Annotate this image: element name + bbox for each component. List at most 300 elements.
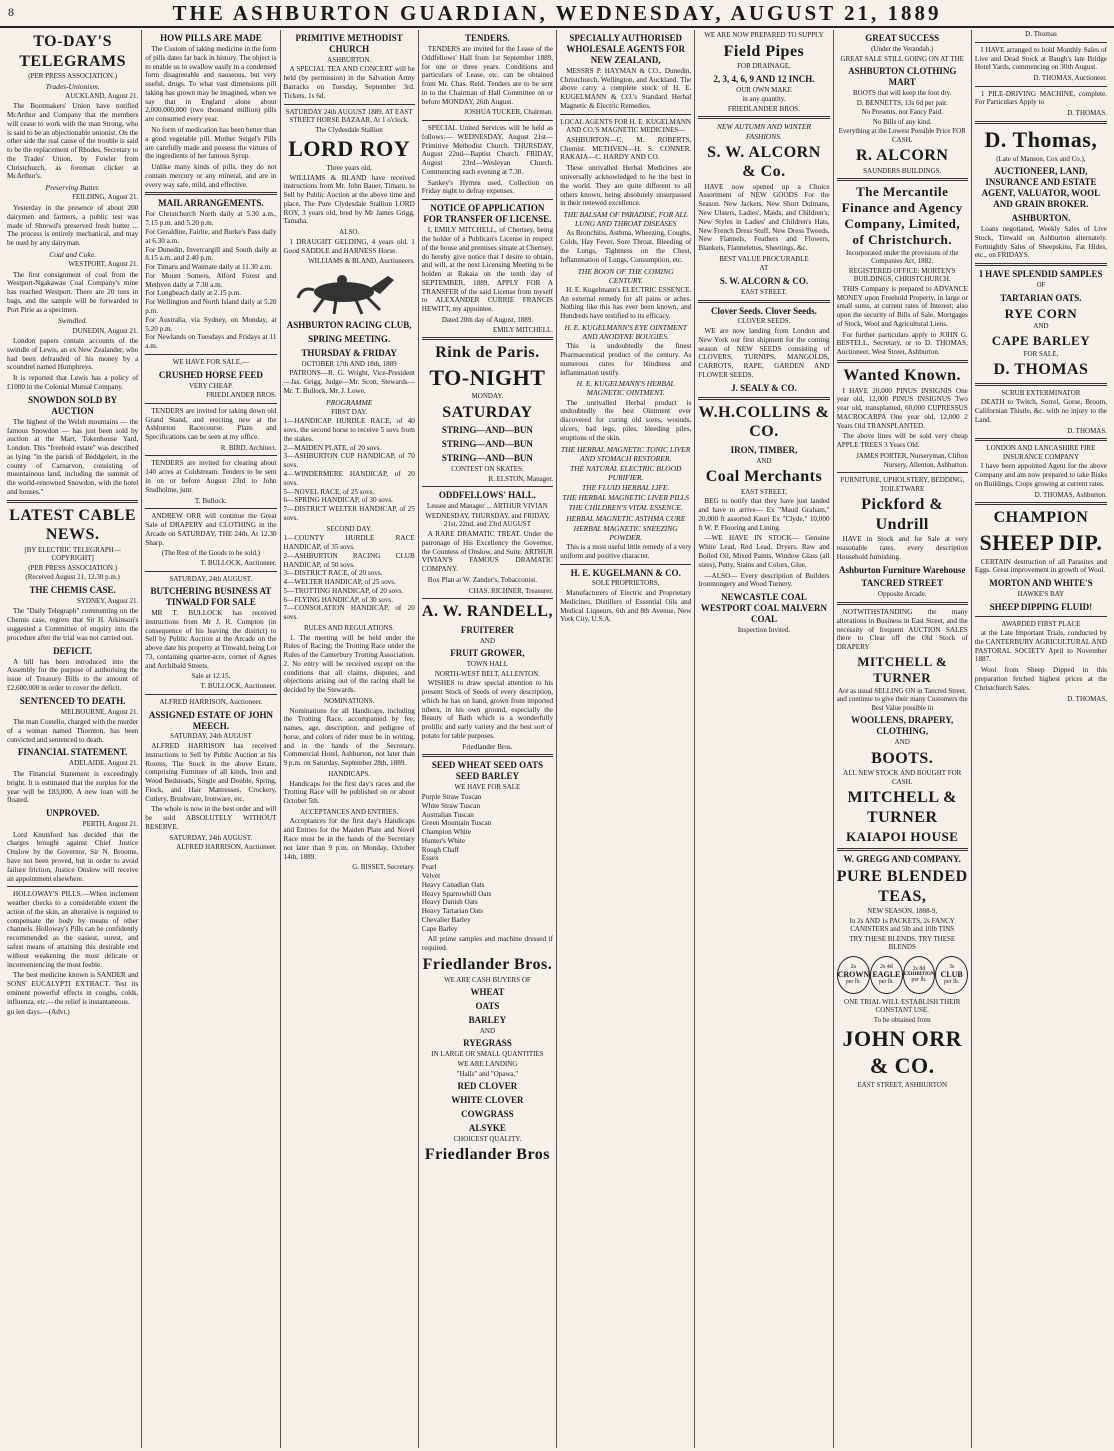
seal-name: EXHIBITION <box>903 972 935 978</box>
pipes-drain: FOR DRAINAGE, <box>737 62 791 71</box>
mercantile-heading: The Mercantile Finance and Agency Company, Limited, of Christchurch. <box>841 184 963 247</box>
teas-heading: PURE BLENDED TEAS, <box>836 868 968 905</box>
story-body: Yesterday in the presence of about 200 dairymen and farmers, a public test was made of Shrewd's preserved fresh butter ... The process is entirely mechanical, and may be used by any dairyman. <box>7 203 139 248</box>
ad-date: SATURDAY, 24th AUGUST. <box>169 574 253 583</box>
acceptances-body: Acceptances for the first day's Handicaps and Entries for the Maiden Plate and Novel Race must be in the hands of the Secretary not later than 9 p.m. on Monday, October 14th, 1889. <box>283 817 415 861</box>
divider <box>975 383 1107 386</box>
columns <box>4 30 1110 1448</box>
friedlander-heading: Friedlander Bros. <box>422 956 553 973</box>
tancred-street: TANCRED STREET <box>861 578 944 589</box>
grain-item: OATS <box>475 1001 500 1012</box>
clover-heading: Clover Seeds. Clover Seeds. <box>711 305 817 316</box>
scrub-heading: SCRUB EXTERMINATOR <box>1001 388 1081 397</box>
services-body: SPECIAL United Services will be held as follows:— WEDNESDAY, August 21st—Primitive Methodist Church. THURSDAY, August 22nd—Baptist Church. FRIDAY, August 23rd—Wesleyan Church. Commencing each evening at 7.30. <box>421 123 554 176</box>
divider <box>975 263 1107 266</box>
ad-body: MR T. BULLOCK has received instructions from Mr J. R. Compton (in consequence of his leaving the district) to Sell by Public Auction at the Arcade on the above date his property at Tinwald, being Lot 73, containing quarter-acre, corner of Agnes and Archibald Streets. <box>145 608 277 670</box>
friedlander-ships: "Halls" and "Opawa," <box>456 1069 519 1078</box>
mitchell-sub: Are as usual SELLING ON in Tancred Street, and continue to give their many Customers the Best Value possible in <box>836 686 968 712</box>
rink-line: STRING—AND—BUN <box>441 425 533 436</box>
divider <box>284 104 415 105</box>
ad-signature: T. BULLOCK, Auctioneer. <box>200 682 277 691</box>
randell-heading: A. W. RANDELL, <box>421 603 553 621</box>
seal-unit: per lb. <box>911 977 927 984</box>
divider <box>975 616 1107 617</box>
church-heading: PRIMITIVE METHODIST CHURCH <box>295 33 403 54</box>
seal-unit: per lb. <box>845 978 862 985</box>
programme-heading: PROGRAMME <box>326 397 373 407</box>
seed-list <box>422 793 553 934</box>
sealy-name: J. SEALY & CO. <box>731 382 797 393</box>
divider <box>698 397 829 400</box>
divider <box>422 199 553 200</box>
mercantile-body: THIS Company is prepared to ADVANCE MONEY upon Freehold Property, in large or small sums, at current rates of Interest; also upon the security of Bills of Sale, Mortgages of Stock, Wool and Agricultural Liens. <box>836 284 968 328</box>
story-title: Swindled. <box>57 316 88 326</box>
seed-item: Heavy Tartarian Oats <box>421 907 484 916</box>
dateline: SYDNEY, August 21. <box>76 596 139 605</box>
remedy-heading: THE CHILDREN'S VITAL ESSENCE. <box>568 503 683 513</box>
grain-item: WHEAT <box>470 987 505 998</box>
randell-town: TOWN HALL <box>466 660 509 669</box>
friedlander-line: IN LARGE OR SMALL QUANTITIES <box>431 1050 544 1059</box>
mail-item: For Mount Somers, Alford Forest and Methven daily at 7.30 a.m. <box>145 271 277 289</box>
seed-item: Chevalier Barley <box>421 915 471 924</box>
rink-day: MONDAY. <box>471 392 504 401</box>
race-item: 3—ASHBURTON CUP HANDICAP, of 70 sovs. <box>283 452 415 470</box>
ad-body: ALFRED HARRISON has received instructions to Sell by Public Auction at his Rooms, The Stock in the above Estate, comprising Furniture of all kinds, Iron and Wood Bedsteads, Single and Double, Spring, Flock, and Hair Mattresses, Crockery, Cutlery, Brushware, Ironware, etc. <box>145 742 277 803</box>
newspaper-title: THE ASHBURTON GUARDIAN, WEDNESDAY, AUGUST 21, 1889 <box>172 0 942 25</box>
license-heading: NOTICE OF APPLICATION FOR TRANSFER OF LICENSE. <box>423 203 552 225</box>
story-body: A bill has been introduced into the Assembly for the purpose of authorising the issue of Treasury Bills to the amount of £2,600,000 in order to cover the deficit. <box>7 657 139 692</box>
collins-address: EAST STREET, <box>740 487 787 496</box>
pills-heading: HOW PILLS ARE MADE <box>160 33 262 43</box>
morton-heading: MORTON AND WHITE'S <box>989 578 1093 589</box>
nominations-body: Nominations for all Handicaps, including the Trotting Race, accompanied by fee, names, age, description, and pedigree of horse, and colors of rider must be in writing, and in the hands of the Secretary, Commercial Hotel, Ashburton, not later than 9 p.m. on Saturday, September 28th, 1889. <box>283 706 415 768</box>
thomas-sales: I HAVE arranged to hold Monthly Sales of Live and Dead Stock at Baugh's late Bridge Hotel Yards, commencing on 30th August. <box>974 45 1107 72</box>
samples-sale: FOR SALE, <box>1023 349 1059 358</box>
thomas-services: AUCTIONEER, LAND, INSURANCE AND ESTATE AGENT, VALUATOR, WOOL AND GRAIN BROKER. <box>981 166 1101 210</box>
award-body: at the Late Important Trials, conducted by the CANTERBURY AGRICULTURAL AND PASTORAL SOCIETY April to November 1887. <box>974 629 1107 664</box>
divider <box>975 502 1107 505</box>
tender-body: TENDERS are invited for the Lease of the Oddfellows' Hall from 1st September 1889, for one or three years. Conditions and particulars of Lease, etc. can be obtained from Mr. Chas. Reid. Tenders are to be sent in to the Chairman of Hall Committee on or before MONDAY, 26th August. <box>421 44 554 106</box>
seed-have: WE HAVE FOR SALE <box>454 783 521 792</box>
boots-line: BOOTS that will keep the foot dry. <box>852 88 952 97</box>
column-2 <box>142 30 280 1448</box>
seal-name: CLUB <box>940 969 963 979</box>
ad-signature: D. THOMAS, <box>1067 694 1107 703</box>
success-sub: (Under the Verandah.) <box>871 44 934 53</box>
tancred-sub: Opposite Arcade. <box>877 590 927 599</box>
seal-name: CROWN <box>837 969 870 979</box>
thomas-sub: (Late of Manson, Cox and Co.), <box>996 154 1086 163</box>
boots-and: AND <box>894 738 910 747</box>
telegrams-heading: TO-DAY'S TELEGRAMS <box>19 33 126 70</box>
agents-heading: SPECIALLY AUTHORISED WHOLESALE AGENTS FOR NEW ZEALAND, <box>566 33 685 65</box>
sample-item: TARTARIAN OATS. <box>1000 292 1082 303</box>
alcorn-name: S. W. ALCORN & CO. <box>719 276 809 287</box>
ad-signature: D. THOMAS. <box>1067 109 1107 118</box>
ad-signature: EMILY MITCHELL. <box>492 325 554 334</box>
story-body: It is reported that Lewis has a policy of £1000 in the Colonial Mutual Company. <box>7 374 139 391</box>
license-date: Dated 20th day of August, 1889. <box>441 315 534 324</box>
seed-item: Heavy Danish Oats <box>421 898 478 907</box>
clover-item: COWGRASS <box>461 1108 514 1119</box>
ad-date: SATURDAY, 24th AUGUST <box>170 732 252 741</box>
mitchell-heading-2: MITCHELL & TURNER <box>847 789 957 826</box>
remedy-body: This is undoubtedly the finest Pharmaceutical product of the century. As numerous cures for blindness and inflammation testify. <box>560 342 692 377</box>
also-label: ALSO. <box>339 228 360 237</box>
alcorn-body: HAVE now opened up a Choice Assortment of NEW GOODS For the Season. New Jackets, New Short Dolmans, New Ulsters, Ladies', Maids, and Children's; New Styles in Ladies' and Children's Hats, New French Dress Stuff, New Dress Tweeds, New Flannels, Feathers and Flowers, Blankets, Flannelettes, Sheetings, &c. <box>698 182 830 253</box>
race-item: 1—HANDICAP HURDLE RACE, of 40 sovs, the second horse to receive 5 sovs from the stakes. <box>283 417 415 443</box>
race-item: 4—WINDERMERE HANDICAP, of 20 sovs. <box>283 470 415 487</box>
furniture-list: FURNITURE, UPHOLSTERY, BEDDING, TOILETWARE <box>840 476 965 493</box>
collins-and: AND <box>756 456 772 465</box>
dipping-fluid: SHEEP DIPPING FLUID! <box>989 601 1093 612</box>
day-heading: FIRST DAY. <box>331 407 368 416</box>
seed-heading: SEED WHEAT SEED OATS SEED BARLEY <box>431 760 543 782</box>
pipes-intro: WE ARE NOW PREPARED TO SUPPLY <box>704 31 824 39</box>
horse-illustration <box>284 270 414 316</box>
furniture-warehouse: Ashburton Furniture Warehouse <box>838 564 966 575</box>
divider <box>145 571 276 572</box>
oddfellows-dates: WEDNESDAY, THURSDAY, and FRIDAY, 21st, 22nd, and 23rd AUGUST <box>425 511 550 529</box>
story-title: Preserving Butter. <box>45 183 100 193</box>
story-title: UNPROVED. <box>46 808 100 819</box>
tea-seal-icon <box>837 956 871 994</box>
alcorn-name: R. ALCORN <box>855 147 949 165</box>
remedy-intro: These unrivalled Herbal Medicines are universally acknowledged to be the best in the world. They are quite different to all others known, being absolutely unsurpassed in their renewed excellence. <box>560 164 692 208</box>
column-4 <box>419 30 557 1448</box>
divider <box>422 486 553 487</box>
column-7 <box>834 30 972 1448</box>
racing-dates: OCTOBER 17th AND 18th, 1889 <box>301 359 397 368</box>
race-item: 7—CONSOLATION HANDICAP, of 20 sovs. <box>283 604 415 622</box>
ad-signature: T. BULLOCK, Auctioneer. <box>200 558 277 567</box>
season: NEW SEASON, 1888-9, <box>867 907 938 916</box>
ad-signature: WILLIAMS & BLAND, Auctioneers. <box>308 257 415 266</box>
seal-price: 2s 8d <box>912 965 926 972</box>
collins-stock: —WE HAVE IN STOCK— Genuine White Lead, Red Lead, Dryers, Raw and Boiled Oil, Mixed Paints, Window Glass (all sizes), Putty, Stains and Colors, Glue. <box>698 534 830 569</box>
woollens-line: WOOLLENS, DRAPERY, CLOTHING, <box>851 715 954 737</box>
seed-item: White Straw Tuscan <box>421 801 481 810</box>
thomas-top: D. Thomas <box>1025 30 1057 38</box>
alcorn-address: EAST STREET. <box>740 287 787 296</box>
tenders-heading: TENDERS. <box>465 33 510 43</box>
grain-item: BARLEY <box>468 1014 507 1025</box>
clover-item: ALSYKE <box>468 1122 506 1133</box>
divider <box>145 403 276 404</box>
ad-signature: D. THOMAS. <box>1067 426 1107 435</box>
hawkes-bay: HAWKE'S BAY <box>1017 590 1065 599</box>
thomas-loans: Loans negotiated, Weekly Sales of Live Stock, Tinwald on Ashburton alternately. Fortnightly Sales of Sheepskins, Fat Hides, etc., on FRIDAYS. <box>974 224 1107 260</box>
divider <box>837 848 968 851</box>
ad-signature: R. ELSTON, Manager. <box>488 474 554 483</box>
dateline: MELBOURNE, August 21. <box>60 707 139 716</box>
divider <box>560 114 691 115</box>
boots-price: D. BENNETTS, 13s 6d per pair. <box>856 98 948 107</box>
racing-heading: ASHBURTON RACING CLUB, <box>286 319 412 330</box>
handicaps-heading: HANDICAPS. <box>328 770 371 779</box>
services-body: Sankey's Hymns used. Collection on Friday night to defray expenses. <box>421 178 554 196</box>
remedy-heading: THE FLUID HERBAL LIFE. <box>582 483 670 493</box>
race-item: 3—DISTRICT RACE, of 20 sovs. <box>283 569 383 578</box>
seal-price: 2s <box>850 964 857 971</box>
remedy-heading: HERBAL MAGNETIC ASTHMA CURE <box>566 513 686 523</box>
seed-item: Purple Straw Tuscan <box>421 792 482 801</box>
story-body: The man Costello, charged with the murder of a woman named Thornton, has been convicted and sentenced to death. <box>7 718 139 744</box>
insurance-heading: LONDON AND LANCASHIRE FIRE INSURANCE COMPANY <box>986 444 1096 461</box>
stallion-age: Three years old, <box>326 164 372 173</box>
pills-body: Unlike many kinds of pills, they do not contain mercury or any mineral, and are in every way safe, mild, and effective. <box>145 163 277 189</box>
dateline: WESTPORT, August 21. <box>68 259 139 268</box>
story-title: DEFICIT. <box>53 645 93 656</box>
race-item: 2—MAIDEN PLATE, of 20 sovs. <box>283 443 382 452</box>
sample-item: AND <box>1033 322 1049 331</box>
local-list: ASHBURTON—C. M. ROBERTS, Chemist. METHVEN—H. S. CONNER. RAKAIA—C. HARDY AND CO. <box>560 135 692 162</box>
stallion-name: LORD ROY <box>288 136 411 162</box>
divider <box>422 337 553 340</box>
ad-signature: R. BIRD, Architect. <box>220 443 277 452</box>
divider <box>975 121 1107 124</box>
wanted-body: I HAVE 20,000 PINUS INSIGNIS One year old, 12,000 PINUS INSIGNUS Two year old, transplanted, 60,000 CUPRESSUS MACROCARPA One year old, 12,000 2 Years Old TRANSPLANTED. <box>836 386 968 430</box>
pipes-sizes: 2, 3, 4, 6, 9 AND 12 INCH. <box>713 73 815 84</box>
divider <box>422 598 553 599</box>
story-title: FINANCIAL STATEMENT. <box>17 747 128 758</box>
pills-body: No form of medication has been better than a good vegetable pill. Mother Seigel's Pills are carefully made and possess the virtues of the ingredients of her famous Syrup. <box>145 126 277 161</box>
also-items: 1 DRAUGHT GELDING, 4 years old. 1 Good SADDLE and HARNESS Horse. <box>283 237 415 255</box>
oddfellows-box: Box Plan at W. Zander's, Tobacconist. <box>427 575 538 584</box>
dateline: DUNEDIN, August 21. <box>72 326 139 335</box>
remedy-heading: THE HERBAL MAGNETIC TONIC LIVER AND STOMACH RESTORER. <box>561 444 691 463</box>
divider <box>145 354 276 355</box>
column-5 <box>557 30 695 1448</box>
divider <box>422 120 553 121</box>
ad-heading: ASSIGNED ESTATE OF JOHN MEECH. <box>148 709 273 731</box>
handicaps-body: Handicaps for the first day's races and the Trotting Race will be published on or about October 5th. <box>283 779 415 806</box>
randell-sub: FRUITERER <box>460 624 514 635</box>
divider <box>975 42 1107 43</box>
samples-heading: I HAVE SPLENDID SAMPLES <box>979 269 1103 280</box>
seed-item: Essex <box>421 854 439 863</box>
mail-item: For Dunedin, Invercargill and South daily at 8.15 a.m. and 2.40 p.m. <box>145 245 277 263</box>
race-item: 6—SPRING HANDICAP, of 30 sovs. <box>283 496 393 505</box>
dateline: PERTH, August 21. <box>82 820 139 829</box>
divider <box>7 500 138 503</box>
oddfellows-lessee: Lessee and Manager ... ARTHUR VIVIAN <box>427 502 548 511</box>
collins-coal: Coal Merchants <box>705 468 823 486</box>
remedy-body: This is a most useful little remedy of a very uniform and positive character. <box>560 542 692 560</box>
remedy-heading: HERBAL MAGNETIC SNEEZING POWDER. <box>573 523 678 542</box>
tea-seal-icon <box>903 956 936 994</box>
dateline: AUCKLAND, August 21. <box>65 91 139 100</box>
randell-sub: FRUIT GROWER, <box>450 648 525 659</box>
collins-also: —ALSO— Every description of Builders Ironmongery and Wood Turnery. <box>698 571 830 589</box>
rink-contest: CONTEST ON SKATES. <box>451 465 524 474</box>
seed-item: Champion White <box>421 828 471 837</box>
mail-item: For Newlands on Tuesdays and Fridays at 11 a.m. <box>145 333 277 351</box>
fashions-heading: NEW AUTUMN AND WINTER FASHIONS. <box>716 122 812 141</box>
grain-item: RYEGRASS <box>463 1038 512 1049</box>
race-item: 4—WELTER HANDICAP, of 25 sovs. <box>283 578 396 587</box>
race-list <box>284 534 415 622</box>
race-item: 1—COUNTY HURDLE RACE HANDICAP, of 35 sovs. <box>283 534 415 551</box>
collins-heading: W.H.COLLINS & CO. <box>698 403 830 441</box>
church-sub: ASHBURTON. <box>327 55 372 64</box>
seed-item: Cape Barley <box>421 924 458 933</box>
ad-body: TENDERS are invited for taking down old Grand Stand, and erecting new at the Ashburton Racecourse. Plans and Specifications can be seen at my office. <box>145 406 277 442</box>
proprietors-name: H. E. KUGELMANN & CO. <box>570 567 681 578</box>
mail-item: For Longbeach daily at 2.15 p.m. <box>145 289 242 298</box>
seed-item: Pearl <box>421 863 437 872</box>
page-number: 8 <box>8 5 14 19</box>
dateline: ADELAIDE, August 21. <box>69 759 139 768</box>
friedlander-sub: WE ARE CASH BUYERS OF <box>444 975 531 984</box>
license-body: I, EMILY MITCHELL, of Chertsey, being the holder of a Publican's License in respect of the house and premises situate at Chertsey, do hereby give notice that I desire to obtain, and will, at the next Licensing Meeting to be holden at Rakaia on the tenth day of SEPTEMBER, 1889, APPLY FOR A TRANSFER of the said License from myself to ALEXANDER CURRIE FRANCIS HEWITT, my appointee. <box>421 226 554 314</box>
ad-sale-time: Sale at 12.15. <box>191 672 231 681</box>
nominations-heading: NOMINATIONS. <box>323 697 375 706</box>
divider <box>837 178 968 181</box>
sample-item: RYE CORN <box>1004 305 1078 321</box>
champion-heading: CHAMPION <box>993 509 1089 527</box>
scrub-body: DEATH to Twitch, Sorrel, Gorse, Broom, Californian Thistle, &c. with no injury to the Land. <box>974 398 1107 424</box>
ad-signature: ALFRED HARRISON, Auctioneer. <box>159 697 263 706</box>
ad-signature: D. THOMAS, Ashburton. <box>1034 490 1107 499</box>
press-assoc: (PER PRESS ASSOCIATION.) <box>28 563 118 572</box>
pickford-body: HAVE in Stock and for Sale at very reasonable rates, every description Household furnishing. <box>836 535 968 561</box>
divider <box>975 86 1107 87</box>
tea-seal-icon <box>935 956 967 994</box>
ad-signature: Friedlander Bros. <box>462 742 513 751</box>
oddfellows-heading: ODDFELLOWS' HALL. <box>438 490 536 501</box>
remedy-heading: H. E. KUGELMANN'S EYE OINTMENT AND ANODYNE BOUGIES. <box>564 322 687 342</box>
mail-list <box>145 210 276 351</box>
collins-inspection: Inspection Invited. <box>737 625 791 634</box>
rink-line: STRING—AND—BUN <box>441 453 533 464</box>
lowest-price: Everything at the Lowest Possible Price FOR CASH. <box>838 127 966 144</box>
randell-body: WISHES to draw special attention to his present Stock of Seeds of every description, which he has on hand, grown from imported tubers, in his own ground, especially the Beauty of Bath which is a wonderfully prolific and early variety and the best sort of potato for table purposes. <box>421 679 554 740</box>
packets: In 2s AND 1s PACKETS, 2s FANCY CANISTERS and 5lb and 10lb TINS <box>849 916 955 934</box>
oddfellows-body: A RARE DRAMATIC TREAT. Under the patronage of His Excellency the Governor, the Countess of Onslow, and Suite. ARTHUR VIVIAN'S FAMOUS DRAMATIC COMPANY. <box>421 529 554 574</box>
remedy-body: H. E. Kugelmann's ELECTRIC ESSENCE. An external remedy for all pains or aches. Nothing like this has ever been known, and Hundreds have testified to its efficacy. <box>560 285 692 321</box>
rules-heading: RULES AND REGULATIONS. <box>303 624 395 633</box>
stallion-sub: The Clydesdale Stallion <box>315 125 383 134</box>
clover-sub: CLOVER SEEDS. <box>737 317 791 326</box>
race-item: 6—FLYING HANDICAP, of 30 sovs. <box>283 595 394 604</box>
mercantile-inc: Incorporated under the provisions of the Companies Act, 1882. <box>845 248 959 266</box>
ad-body: TENDERS are invited for clearing about 140 acres at Coldstream. Tenders to be sent in on or before August 23rd to John Studholme, junr. <box>145 459 277 494</box>
column-footer: gu ien days.—(Advt.) <box>7 1008 70 1017</box>
seal-price: 2s 4d <box>879 964 893 971</box>
received-note: (Received August 21, 12.30 p.m.) <box>25 573 120 582</box>
clover-item: WHITE CLOVER <box>451 1095 524 1106</box>
new-stock: ALL NEW STOCK AND BOUGHT FOR CASH. <box>843 769 962 786</box>
sheep-dip-body: CERTAIN destruction of all Parasites and Eggs. Great improvement in growth of Wool. <box>974 557 1107 575</box>
agents-body: MESSRS P. HAYMAN & CO., Dunedin, Christchurch, Wellington, and Auckland. The above carry a complete stock of H. E. KUGELMANN & CO.'s Standard Herbal Magnetic & Electric Remedies. <box>560 66 692 111</box>
no-bills: No Bills of any kind. <box>872 117 932 126</box>
rules-body: 1. The meeting will be held under the Rules of Racing; the Trotting Race under the Rules of the Canterbury Trotting Association. 2. No entry will be received except on the conditions that all claims, disputes, and objections arising out of the racing shall be decided by the Stewards. <box>283 633 415 695</box>
mail-item: For Christchurch North daily at 5.30 a.m., 7.15 p.m. and 5.20 p.m. <box>145 210 277 228</box>
tea-seal-icon <box>870 956 902 994</box>
thomas-heading: D. Thomas, <box>984 126 1098 152</box>
ad-title: WE HAVE FOR SALE,— <box>172 357 250 366</box>
pipes-heading: Field Pipes <box>723 42 805 60</box>
rink-tonight: TO-NIGHT <box>429 364 546 390</box>
ad-sub: (The Rest of the Goods to be sold.) <box>161 549 261 558</box>
friedlander-landing: WE ARE LANDING <box>457 1059 518 1068</box>
divider <box>698 116 829 119</box>
friedlander-quality: CHOICEST QUALITY. <box>453 1134 522 1143</box>
ad-sub: VERY CHEAP. <box>188 381 233 390</box>
divider <box>837 472 968 473</box>
story-title: SENTENCED TO DEATH. <box>19 695 126 706</box>
divider <box>145 192 276 195</box>
race-item: 2—ASHBURTON RACING CLUB HANDICAP, of 50 sovs. <box>283 551 415 569</box>
orr-address: EAST STREET, ASHBURTON <box>857 1081 948 1090</box>
story-body: The highest of the Welsh mountains — the famous Snowdon — has just been sold by auction at the Mart, Tokenhouse Yard, London. This "freehold estate" was described as lying "in the parish of Beddgelert, in the county of Carnarvon, consisting of mountainous land, including the summit of the world-renowned Snowdon, with the hotel and houses." <box>7 417 139 496</box>
divider <box>560 564 691 565</box>
samples-of: OF <box>1036 281 1046 290</box>
column-1 <box>4 30 142 1448</box>
race-item: 7—DISTRICT WELTER HANDICAP, of 25 sovs. <box>283 505 415 522</box>
ad-body: The whole is now in the best order and will be sold ABSOLUTELY WITHOUT RESERVE. <box>145 805 277 832</box>
seal-unit: per lb. <box>943 978 960 985</box>
advert-body: HOLLOWAY'S PILLS.—When inclement weather checks to a considerable extent the action of the skin, an alterative is required to compensate the body by means of other channels. Holloway's Pills can be confidently recommended as the easiest, surest, and safest means of attaining this desirable end without weakening the most delicate or inconveniencing the most feeble. <box>7 890 139 969</box>
success-heading: GREAT SUCCESS <box>865 33 940 43</box>
ad-signature: G. BISSET, Secretary. <box>352 863 415 872</box>
story-body: Lord Knutsford has decided that the charges brought against Chief Justice Onslow by the Governor, Sir N. Broome, have not been proved, but in order to avoid failure friction, Justice Onslow will receive an appointment elsewhere. <box>7 830 139 883</box>
column-8 <box>972 30 1110 1448</box>
dateline: FEILDING, August 21. <box>72 193 139 202</box>
advert-body: The best medicine known is SANDER and SONS' EUCALYPTI EXTRACT. Test its eminent powerful effects in coughs, colds, influenza, etc.—the relief is instantaneous. <box>7 971 139 1006</box>
pipes-qty: in any quantity. <box>742 95 786 104</box>
proprietors-body: Manufacturers of Electric and Proprietary Medicines, Distillers of Essential Oils and Medical Liqueurs, 6th and 8th Avenue, New York City, U.S.A. <box>560 589 692 624</box>
thomas-ashburton: ASHBURTON. <box>1011 212 1071 223</box>
race-item: 5—TROTTING HANDICAP, of 20 sovs. <box>283 586 404 595</box>
pipes-own: OUR OWN MAKE <box>736 85 792 94</box>
no-presents: No Presents, nor Fancy Paid. <box>861 108 943 117</box>
seed-note: All prime samples and machine dressed if required. <box>421 935 554 953</box>
seed-item: Heavy Sparrowbill Oats <box>421 889 492 898</box>
randell-address: NORTH-WEST BELT, ALLENTON. <box>434 669 540 678</box>
ad-heading: BUTCHERING BUSINESS AT TINWALD FOR SALE <box>150 586 272 607</box>
story-title: SNOWDON SOLD BY AUCTION <box>28 394 118 416</box>
mitchell-intro: NOTWITHSTANDING the many alterations in Business in East Street, and the necessity of frequent AUCTION SALES there to Clear off the Old Stock of DRAPERY <box>836 607 968 652</box>
local-agents: LOCAL AGENTS FOR H. E. KUGELMANN AND CO.'S MAGNETIC MEDICINES— <box>560 117 691 135</box>
press-assoc: (PER PRESS ASSOCIATION.) <box>28 72 118 81</box>
divider <box>145 694 276 695</box>
wanted-heading: Wanted Known. <box>843 367 962 385</box>
seed-item: Heavy Canadian Oats <box>421 880 485 889</box>
seed-item: Australian Tuscan <box>421 810 474 819</box>
pile-driver: 1 PILE-DRIVING MACHINE, complete. For Particulars Apply to <box>974 89 1107 107</box>
remedy-heading: THE NATURAL ELECTRIC BLOOD PURIFIER. <box>569 463 682 482</box>
divider <box>975 438 1107 441</box>
kaiapoi-house: KAIAPOI HOUSE <box>846 829 959 845</box>
divider <box>837 360 968 363</box>
mercantile-office: REGISTERED OFFICE: MORTEN'S BUILDINGS, CHRISTCHURCH. <box>848 266 956 284</box>
story-body: The first consignment of coal from the Westport-Ngakawau Coal Company's mine has reached Westport. There are 20 tons in bags, and the sample will be forwarded to Port Pirie as a specimen. <box>7 270 139 314</box>
mitchell-heading: MITCHELL & TURNER <box>857 653 948 685</box>
seal-name: EAGLE <box>872 969 901 979</box>
ad-signature: T. Bullock. <box>194 496 227 505</box>
remedy-heading: THE BALSAM OF PARADISE, FOR ALL LUNG AND THROAT DISEASES <box>563 210 688 229</box>
mail-item: For Geraldine, Fairlie, and Burke's Pass daily at 6.30 a.m. <box>145 228 277 245</box>
rink-line: STRING—AND—BUN <box>441 439 533 450</box>
award-heading: AWARDED FIRST PLACE <box>1001 619 1081 628</box>
story-body: The Financial Statement is exceedingly bright. It is estimated that the surplus for the year will be £83,000. A new loan will be floated. <box>7 769 139 805</box>
masthead <box>0 0 1114 28</box>
ad-heading: CRUSHED HORSE FEED <box>158 369 263 380</box>
divider <box>145 455 276 456</box>
